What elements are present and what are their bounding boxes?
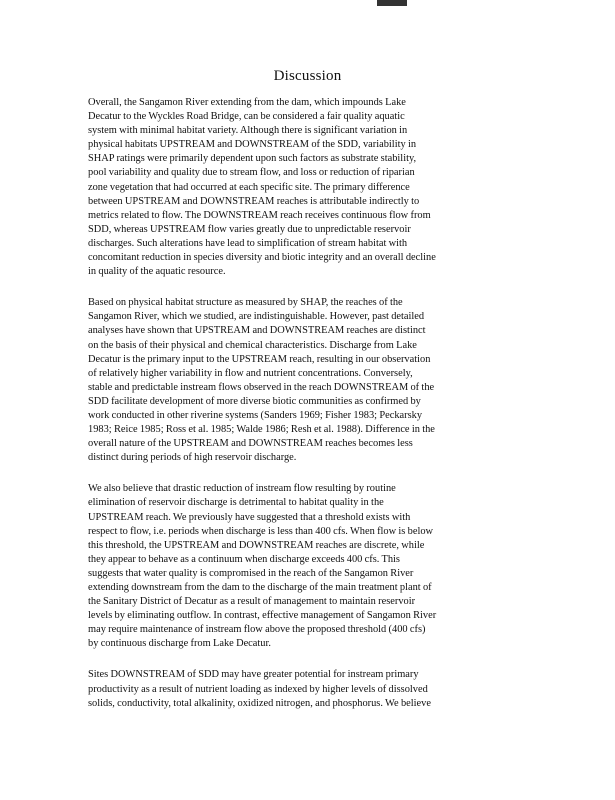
text-line: analyses have shown that UPSTREAM and DOWNSTREAM reaches are distinct xyxy=(88,325,426,337)
paragraph-2 xyxy=(88,296,548,465)
text-line: of relatively higher variability in flow and nutrient concentrations. Conversely, xyxy=(88,367,413,379)
document-body xyxy=(88,96,548,728)
text-line: by continuous discharge from Lake Decatur. xyxy=(88,638,271,650)
text-line: distinct during periods of high reservoir discharge. xyxy=(88,452,297,464)
text-line: they appear to behave as a continuum when discharge exceeds 400 cfs. This xyxy=(88,553,400,565)
text-line: between UPSTREAM and DOWNSTREAM reaches is attributable indirectly to xyxy=(88,195,420,207)
text-line: zone vegetation that had occurred at each specific site. The primary difference xyxy=(88,181,410,193)
text-line: pool variability and quality due to stream flow, and loss or reduction of riparian xyxy=(88,167,415,179)
scan-artifact xyxy=(377,0,407,6)
text-line: Sangamon River, which we studied, are indistinguishable. However, past detailed xyxy=(88,311,425,323)
text-line: We also believe that drastic reduction of instream flow resulting by routine xyxy=(88,483,396,495)
text-line: productivity as a result of nutrient loading as indexed by higher levels of dissolved xyxy=(88,683,428,695)
text-line: stable and predictable instream flows observed in the reach DOWNSTREAM of the xyxy=(88,381,435,393)
text-line: Decatur is the primary input to the UPSTREAM reach, resulting in our observation xyxy=(88,353,431,365)
text-line: system with minimal habitat variety. Although there is significant variation in xyxy=(88,125,408,137)
text-line: may require maintenance of instream flow above the proposed threshold (400 cfs) xyxy=(88,624,426,636)
text-line: levels by eliminating outflow. In contrast, effective management of Sangamon River xyxy=(88,610,437,622)
text-line: Based on physical habitat structure as measured by SHAP, the reaches of the xyxy=(88,297,403,309)
text-line: on the basis of their physical and chemical characteristics. Discharge from Lake xyxy=(88,339,417,351)
text-line: respect to flow, i.e. periods when discharge is less than 400 cfs. When flow is below xyxy=(88,525,434,537)
page-title: Discussion xyxy=(273,68,342,84)
text-line: Decatur to the Wyckles Road Bridge, can be considered a fair quality aquatic xyxy=(88,111,405,123)
paragraph-3 xyxy=(88,482,548,651)
text-line: Overall, the Sangamon River extending from the dam, which impounds Lake xyxy=(88,97,406,108)
text-line: overall nature of the UPSTREAM and DOWNSTREAM reaches becomes less xyxy=(88,438,413,450)
paragraph-1 xyxy=(88,96,548,279)
paragraph-4 xyxy=(88,668,548,710)
text-line: work conducted in other riverine systems (Sanders 1969; Fisher 1983; Peckarsky xyxy=(88,409,423,421)
text-line: extending downstream from the dam to the discharge of the main treatment plant of xyxy=(88,582,432,593)
text-line: suggests that water quality is compromised in the reach of the Sangamon River xyxy=(88,567,414,579)
text-line: elimination of reservoir discharge is detrimental to habitat quality in the xyxy=(88,497,384,509)
text-line: Sites DOWNSTREAM of SDD may have greater potential for instream primary xyxy=(88,669,419,681)
text-line: discharges. Such alterations have lead to simplification of stream habitat with xyxy=(88,237,408,249)
text-line: SDD facilitate development of more diverse biotic communities as confirmed by xyxy=(88,395,421,407)
text-line: 1983; Reice 1985; Ross et al. 1985; Walde 1986; Resh et al. 1988). Difference in the xyxy=(88,424,435,436)
text-line: in quality of the aquatic resource. xyxy=(88,266,226,278)
text-line: UPSTREAM reach. We previously have suggested that a threshold exists with xyxy=(88,511,411,523)
text-line: physical habitats UPSTREAM and DOWNSTREAM of the SDD, variability in xyxy=(88,139,417,151)
text-line: solids, conductivity, total alkalinity, oxidized nitrogen, and phosphorus. We believe xyxy=(88,697,431,709)
text-line: this threshold, the UPSTREAM and DOWNSTREAM reaches are discrete, while xyxy=(88,539,425,551)
text-line: SDD, whereas UPSTREAM flow varies greatly due to unpredictable reservoir xyxy=(88,223,411,235)
text-line: metrics related to flow. The DOWNSTREAM reach receives continuous flow from xyxy=(88,209,431,221)
text-line: SHAP ratings were primarily dependent upon such factors as substrate stability, xyxy=(88,153,417,165)
text-line: concomitant reduction in species diversity and biotic integrity and an overall decline xyxy=(88,252,436,264)
text-line: the Sanitary District of Decatur as a result of management to maintain reservoir xyxy=(88,596,416,608)
